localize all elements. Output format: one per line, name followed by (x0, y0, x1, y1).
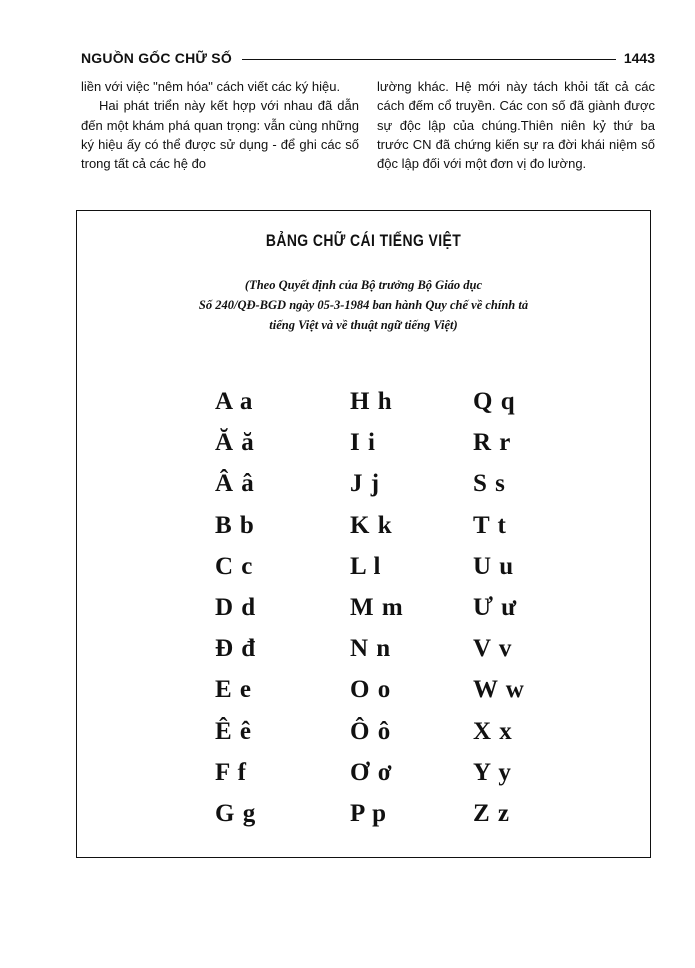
box-title: BẢNG CHỮ CÁI TIẾNG VIỆT (265, 231, 462, 250)
letter-column-1 (215, 381, 315, 834)
letter-pair: P p (350, 799, 388, 827)
paragraph: Hai phát triển này kết hợp với nhau đã dẫn đến một khám phá quan trọng: vẫn cùng những ký hiệu ấy có thể được sử dụng - để ghi các số trong tất cả các hệ đo (81, 98, 359, 172)
subtitle-line: tiếng Việt và về thuật ngữ tiếng Việt) (269, 318, 458, 332)
subtitle-line: (Theo Quyết định của Bộ trưởng Bộ Giáo dục (244, 278, 483, 292)
letter-pair: Z z (473, 799, 511, 827)
letter-pair: G g (215, 799, 257, 827)
letter-pair: Ư ư (473, 593, 518, 621)
letter-pair: M m (350, 593, 404, 621)
letter-pair: C c (215, 552, 254, 580)
page-number: 1443 (623, 50, 655, 66)
body-text (81, 77, 655, 197)
running-header (81, 48, 655, 68)
letter-pair: Ê ê (215, 717, 253, 745)
letter-pair: Q q (473, 388, 516, 415)
paragraph: lường khác. Hệ mới này tách khỏi tất cả các cách đếm cổ truyền. Các con số đã giành được sự độc lập của chúng.Thiên niên kỷ thứ ba trước CN đã chứng kiến sự ra đời khái niệm số độc lập đối với một đơn vị đo lường. (377, 79, 655, 172)
letter-pair: U u (473, 552, 515, 580)
letter-pair: I i (350, 429, 376, 457)
letter-pair: Ă ă (215, 429, 255, 457)
letter-pair: S s (473, 470, 506, 498)
paragraph: liền với việc "nêm hóa" cách viết các ký hiệu. (81, 79, 341, 94)
box-subtitle (77, 275, 650, 335)
letter-grid (215, 381, 555, 827)
letter-pair: Đ đ (215, 635, 257, 663)
letter-pair: T t (473, 511, 507, 539)
letter-pair: R r (473, 429, 512, 457)
letter-pair: Ô ô (350, 717, 392, 745)
letter-pair: Y y (473, 758, 512, 786)
letter-column-3 (473, 381, 573, 834)
letter-pair: A a (215, 388, 254, 415)
letter-pair: E e (215, 676, 253, 704)
letter-pair: X x (473, 717, 513, 745)
right-column (377, 77, 655, 197)
letter-pair: L l (350, 552, 382, 580)
letter-pair: B b (215, 511, 255, 539)
letter-pair: Â â (215, 470, 255, 498)
letter-pair: J j (350, 470, 381, 498)
letter-pair: O o (350, 676, 392, 704)
vietnamese-alphabet-box (76, 210, 651, 858)
letter-pair: F f (215, 758, 247, 786)
header-rule (242, 59, 616, 60)
letter-pair: Ơ ơ (350, 758, 393, 786)
letter-pair: V v (473, 635, 513, 663)
letter-column-2 (350, 381, 450, 834)
running-title: NGUỒN GỐC CHỮ SỐ (81, 50, 232, 66)
subtitle-line: Số 240/QĐ-BGD ngày 05-3-1984 ban hành Quy chế về chính tả (198, 298, 529, 312)
letter-pair: K k (350, 511, 393, 539)
letter-pair: N n (350, 635, 392, 663)
letter-pair: H h (350, 388, 393, 415)
left-column (81, 77, 359, 197)
letter-pair: W w (473, 676, 525, 704)
letter-pair: D d (215, 593, 257, 621)
